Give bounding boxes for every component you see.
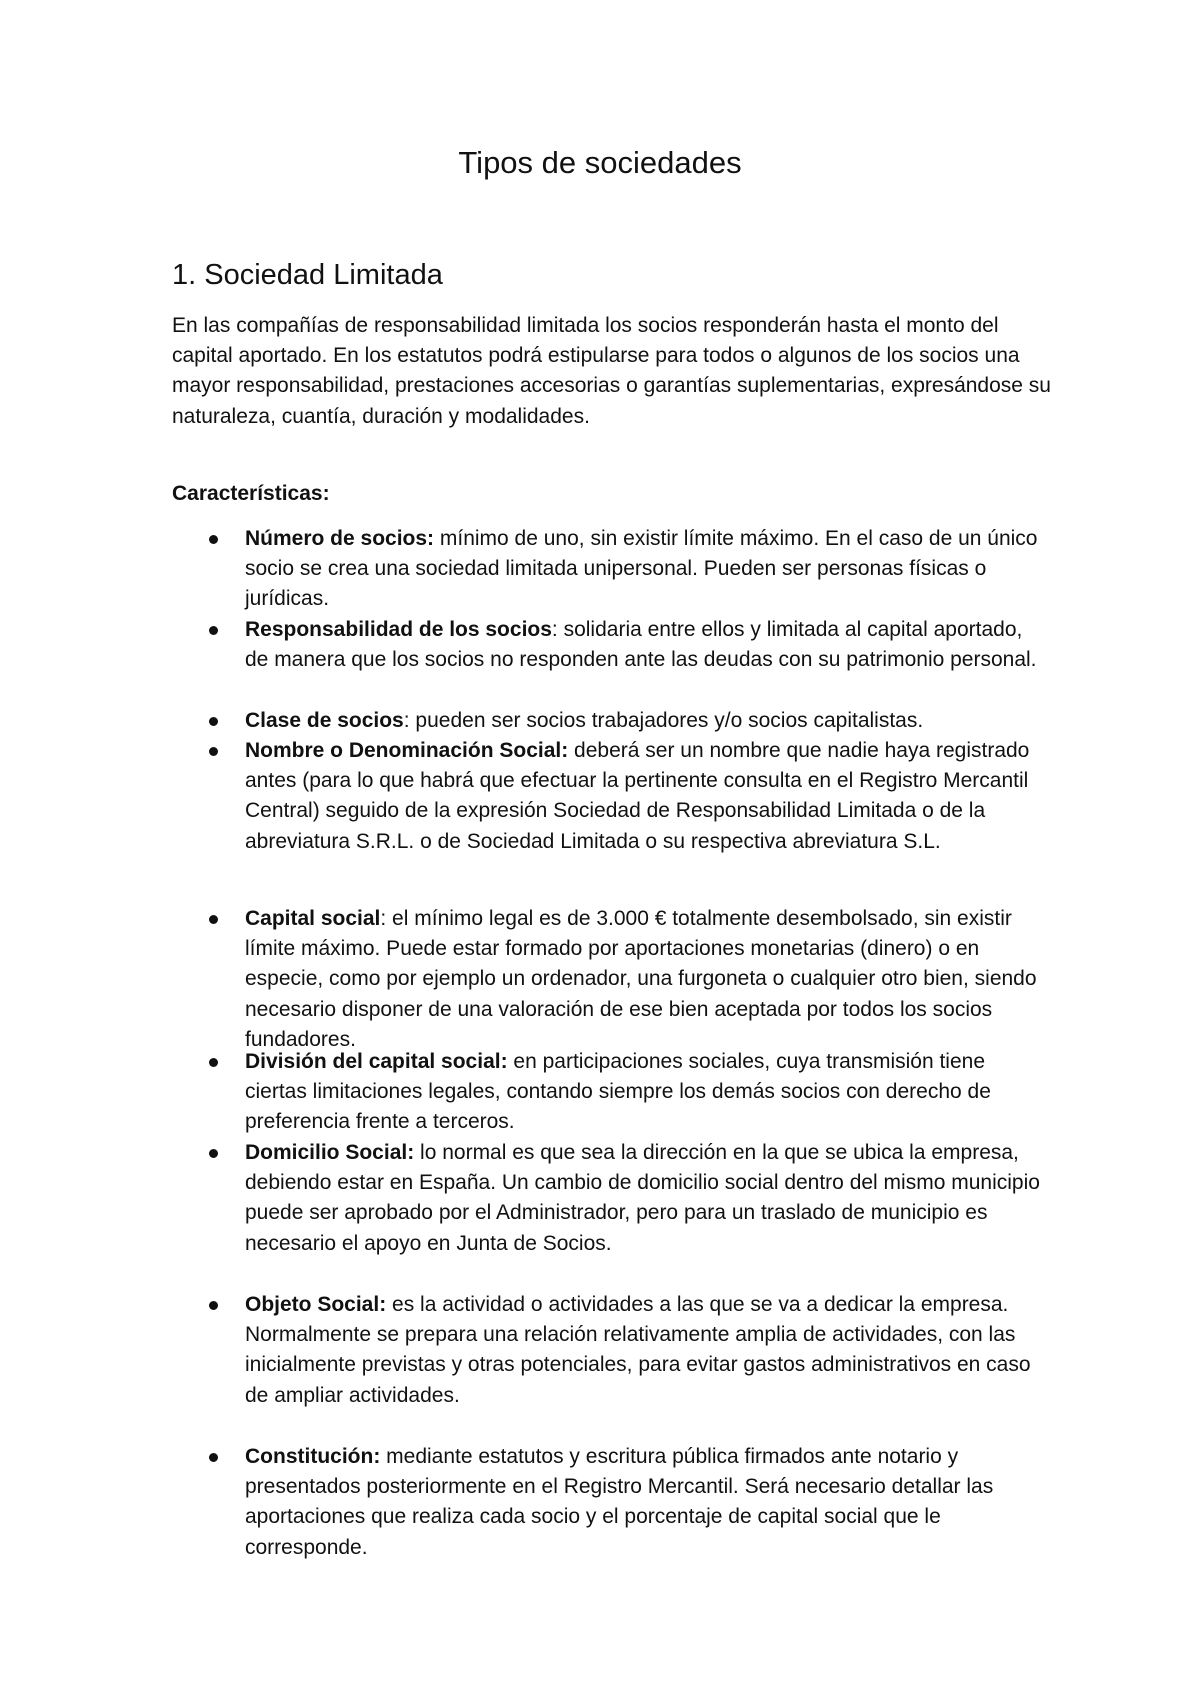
feature-text: mínimo de uno, sin existir límite máximo. En el caso de un único socio se crea una sociedad limitada unipersonal. Pueden ser personas físicas o jurídicas. (245, 527, 1038, 611)
feature-term: Nombre o Denominación Social: (245, 739, 569, 762)
feature-text: en participaciones sociales, cuya transmisión tiene ciertas limitaciones legales, contando siempre los demás socios con derecho de preferencia frente a terceros. (245, 1050, 991, 1134)
feature-text: mediante estatutos y escritura pública firmados ante notario y presentados posteriormente en el Registro Mercantil. Será necesario detallar las aportaciones que realiza cada socio y el porcentaje de capital social que le corresponde. (245, 1445, 994, 1559)
intro-paragraph: En las compañías de responsabilidad limitada los socios responderán hasta el monto del capital aportado. En los estatutos podrá estipularse para todos o algunos de los socios una mayor responsabilidad, prestaciones accesorias o garantías suplementarias, expresándose su naturaleza, cuantía, duración y modalidades. (172, 314, 1051, 428)
feature-term: Domicilio Social: (245, 1141, 415, 1164)
list-item (245, 1047, 1045, 1138)
section-heading: 1. Sociedad Limitada (172, 259, 443, 291)
list-item (245, 1442, 1045, 1563)
feature-text: lo normal es que sea la dirección en la que se ubica la empresa, debiendo estar en España. Un cambio de domicilio social dentro del mismo municipio puede ser aprobado por el Administrador, pero para un traslado de municipio es necesario el apoyo en Junta de Socios. (245, 1141, 1040, 1255)
bullet-icon (209, 915, 218, 924)
bullet-icon (209, 535, 218, 544)
list-item (245, 904, 1045, 1055)
feature-text: deberá ser un nombre que nadie haya registrado antes (para lo que habrá que efectuar la pertinente consulta en el Registro Mercantil Central) seguido de la expresión Sociedad de Responsabilidad Limitada o de la abreviatura S.R.L. o de Sociedad Limitada o su respectiva abreviatura S.L. (245, 739, 1030, 853)
feature-text: : solidaria entre ellos y limitada al capital aportado, de manera que los socios no responden ante las deudas con su patrimonio personal. (245, 618, 1037, 672)
bullet-icon (209, 747, 218, 756)
feature-term: Responsabilidad de los socios (245, 618, 552, 641)
bullet-icon (209, 1149, 218, 1158)
list-item (245, 736, 1045, 857)
list-item (245, 1138, 1045, 1259)
feature-term: Capital social (245, 907, 381, 930)
feature-text: : el mínimo legal es de 3.000 € totalmente desembolsado, sin existir límite máximo. Puede estar formado por aportaciones monetarias (dinero) o en especie, como por ejemplo un ordenador, una furgoneta o cualquier otro bien, siendo necesario disponer de una valoración de ese bien aceptada por todos los socios fundadores. (245, 907, 1037, 1051)
list-item (245, 524, 1045, 615)
feature-term: Número de socios: (245, 527, 435, 550)
bullet-icon (209, 1058, 218, 1067)
feature-term: Objeto Social: (245, 1293, 387, 1316)
feature-term: División del capital social: (245, 1050, 508, 1073)
bullet-icon (209, 1301, 218, 1310)
document-title: Tipos de sociedades (458, 145, 742, 180)
feature-term: Clase de socios (245, 709, 404, 732)
features-label: Características: (172, 482, 330, 505)
bullet-icon (209, 717, 218, 726)
feature-text: : pueden ser socios trabajadores y/o socios capitalistas. (403, 709, 924, 732)
feature-text: es la actividad o actividades a las que se va a dedicar la empresa. Normalmente se prepara una relación relativamente amplia de actividades, con las inicialmente previstas y otras potenciales, para evitar gastos administrativos en caso de ampliar actividades. (245, 1293, 1031, 1407)
list-item (245, 615, 1045, 675)
bullet-icon (209, 626, 218, 635)
bullet-icon (209, 1453, 218, 1462)
list-item (245, 1290, 1045, 1411)
feature-term: Constitución: (245, 1445, 381, 1468)
list-item (245, 706, 1045, 736)
